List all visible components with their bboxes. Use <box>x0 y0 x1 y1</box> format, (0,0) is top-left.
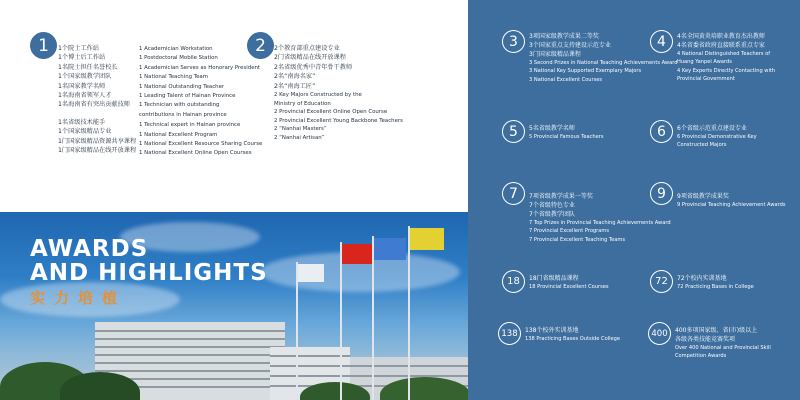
text-line: 1名海南省有突出贡献技师 <box>58 101 130 109</box>
text-line: 1 National Excellent Program <box>139 131 218 138</box>
text-line: 6个省级示范重点建设专业 <box>677 125 747 132</box>
text-line: 1 National Teaching Team <box>139 74 208 81</box>
text-line: 4 National Distinguished Teachers of <box>677 51 771 57</box>
highlight-item-6 <box>650 120 757 150</box>
text-line: 4名全国黄炎培职业教育杰出教师 <box>677 33 765 40</box>
text-line: 1 Technician with outstanding <box>139 102 220 109</box>
text-line: 4名省委省政府直接联系重点专家 <box>677 42 765 49</box>
text-line: Constructed Majors <box>677 142 727 149</box>
number-badge: 18 <box>502 270 525 293</box>
text-line: 2 “Nanhai Artisan” <box>274 135 325 141</box>
highlight-item-9 <box>650 182 786 209</box>
text-line: 5 Provincial Famous Teachers <box>529 134 604 140</box>
text-line: 1 Leading Talent of Hainan Province <box>139 93 236 100</box>
item-text <box>525 322 620 343</box>
column-1-english <box>139 45 262 159</box>
text-line: 2 “Nanhai Masters” <box>274 126 327 133</box>
item-text <box>677 120 757 150</box>
text-line: Huang Yanpei Awards <box>677 59 732 66</box>
text-line: 1 National Outstanding Teacher <box>139 83 225 90</box>
highlight-item-138 <box>498 322 620 345</box>
text-line: 1个国家级教学团队 <box>58 73 112 81</box>
text-line: Over 400 National and Provincial Skill <box>675 345 771 351</box>
item-text <box>677 182 786 209</box>
number-badge-2: 2 <box>247 32 274 59</box>
text-line: 9 Provincial Teaching Achievement Awards <box>677 202 786 208</box>
item-text <box>677 30 775 83</box>
flag <box>410 228 444 250</box>
text-line: 1 Academician Serves as Honorary President <box>139 64 261 71</box>
text-line: 2名“南海工匠” <box>274 82 316 90</box>
text-line: contributions in Hainan province <box>139 111 227 118</box>
text-line: 1门国家级精品在线开放课程 <box>58 147 137 155</box>
number-badge: 138 <box>498 322 521 345</box>
highlight-item-18 <box>502 270 609 293</box>
text-line: 138个校外实训基地 <box>525 327 579 334</box>
text-line: Provincial Government <box>677 75 735 82</box>
highlight-item-4 <box>650 30 775 83</box>
text-line: 72个校内实训基地 <box>677 275 727 282</box>
column-1-chinese <box>58 44 136 155</box>
number-badge: 7 <box>502 182 525 205</box>
column-2 <box>274 44 403 143</box>
text-line: 9项省级教学成果奖 <box>677 193 729 200</box>
text-line: 18 Provincial Excellent Courses <box>529 284 609 290</box>
number-badge: 72 <box>650 270 673 293</box>
text-line: 1 National Excellent Resource Sharing Course <box>139 141 263 148</box>
text-line: Ministry of Education <box>274 100 331 107</box>
text-line: 2 Key Majors Constructed by the <box>274 92 362 99</box>
item-text <box>529 120 604 141</box>
text-line: 1名院士担任名誉校长 <box>58 63 118 71</box>
flag <box>374 238 406 260</box>
flag <box>342 244 372 264</box>
number-badge: 400 <box>648 322 671 345</box>
highlight-item-72 <box>650 270 754 293</box>
number-badge: 9 <box>650 182 673 205</box>
text-line: 各级各类技能竞赛奖项 <box>675 336 736 343</box>
text-line: 6 Provincial Demonstrative Key <box>677 134 757 140</box>
text-line: 1名国家教学名师 <box>58 82 106 90</box>
text-line: 400多项国家级、省(市)级以上 <box>675 327 758 334</box>
highlight-item-7 <box>502 182 671 244</box>
text-line: 2个教育部重点建设专业 <box>274 45 340 52</box>
number-badge: 4 <box>650 30 673 53</box>
text-line: 7个省级特色专业 <box>529 202 575 209</box>
text-line: 1 Academician Workstation <box>139 46 213 52</box>
text-line: 2 Provincial Excellent Young Backbone Teachers <box>274 117 403 124</box>
text-line: 138 Practicing Bases Outside College <box>525 336 621 342</box>
text-line: 4 Key Experts Directly Contacting with <box>677 67 776 74</box>
text-line: 3 Second Prizes in National Teaching Achievements Award <box>529 60 678 66</box>
highlight-item-5 <box>502 120 604 143</box>
text-line: 3 National Key Supported Exemplary Majors <box>529 68 642 75</box>
title-chinese: 实力培植 <box>30 289 127 307</box>
item-text <box>677 270 754 291</box>
flag <box>298 264 324 282</box>
text-line: 2 Provincial Excellent Online Open Course <box>274 109 388 116</box>
item-text <box>675 322 771 361</box>
number-badge: 3 <box>502 30 525 53</box>
text-line: 3项国家级教学成果二等奖 <box>529 33 599 40</box>
text-line: 1个国家级精品专业 <box>58 128 112 136</box>
text-line: 1个院士工作站 <box>58 45 100 52</box>
text-line: 7 Provincial Excellent Programs <box>529 228 610 235</box>
text-line: 7 Top Prizes in Provincial Teaching Achievements Award <box>529 220 671 226</box>
text-line: 7个省级教学团队 <box>529 211 575 218</box>
title-line-2: AND HIGHLIGHTS <box>30 260 268 286</box>
text-line: 1名省级技术能手 <box>58 118 106 126</box>
text-line: 2门省级精品在线开放课程 <box>274 54 346 62</box>
text-line: 5名省级教学名师 <box>529 125 575 132</box>
text-line: 1个博士后工作站 <box>58 54 106 62</box>
text-line: 1名海南省领军人才 <box>58 92 112 100</box>
number-badge-1: 1 <box>30 32 57 59</box>
text-line: 3个国家重点支持建设示范专业 <box>529 42 611 49</box>
text-line: 1 Technical expert in Hainan province <box>139 122 241 129</box>
text-line: 72 Practicing Bases in College <box>677 284 754 290</box>
text-line: 3 National Excellent Courses <box>529 76 603 83</box>
highlight-item-400 <box>648 322 771 361</box>
text-line: 7项省级教学成果一等奖 <box>529 193 593 200</box>
text-line: 1门国家级精品资源共享课程 <box>58 137 137 145</box>
text-line: 2名省级优秀中青年骨干教师 <box>274 63 353 71</box>
text-line: 1 Postdoctoral Mobile Station <box>139 55 218 62</box>
title-line-1: AWARDS <box>30 236 149 262</box>
number-badge: 5 <box>502 120 525 143</box>
text-line: 1 National Excellent Online Open Courses <box>139 150 252 157</box>
text-line: 7 Provincial Excellent Teaching Teams <box>529 236 625 243</box>
text-line: 18门省级精品课程 <box>529 275 579 282</box>
number-badge: 6 <box>650 120 673 143</box>
item-text <box>529 270 609 291</box>
text-line: Competition Awards <box>675 353 727 360</box>
text-line: 3门国家级精品课程 <box>529 51 581 58</box>
text-line: 2名“南海名家” <box>274 73 316 81</box>
right-page <box>468 0 800 400</box>
